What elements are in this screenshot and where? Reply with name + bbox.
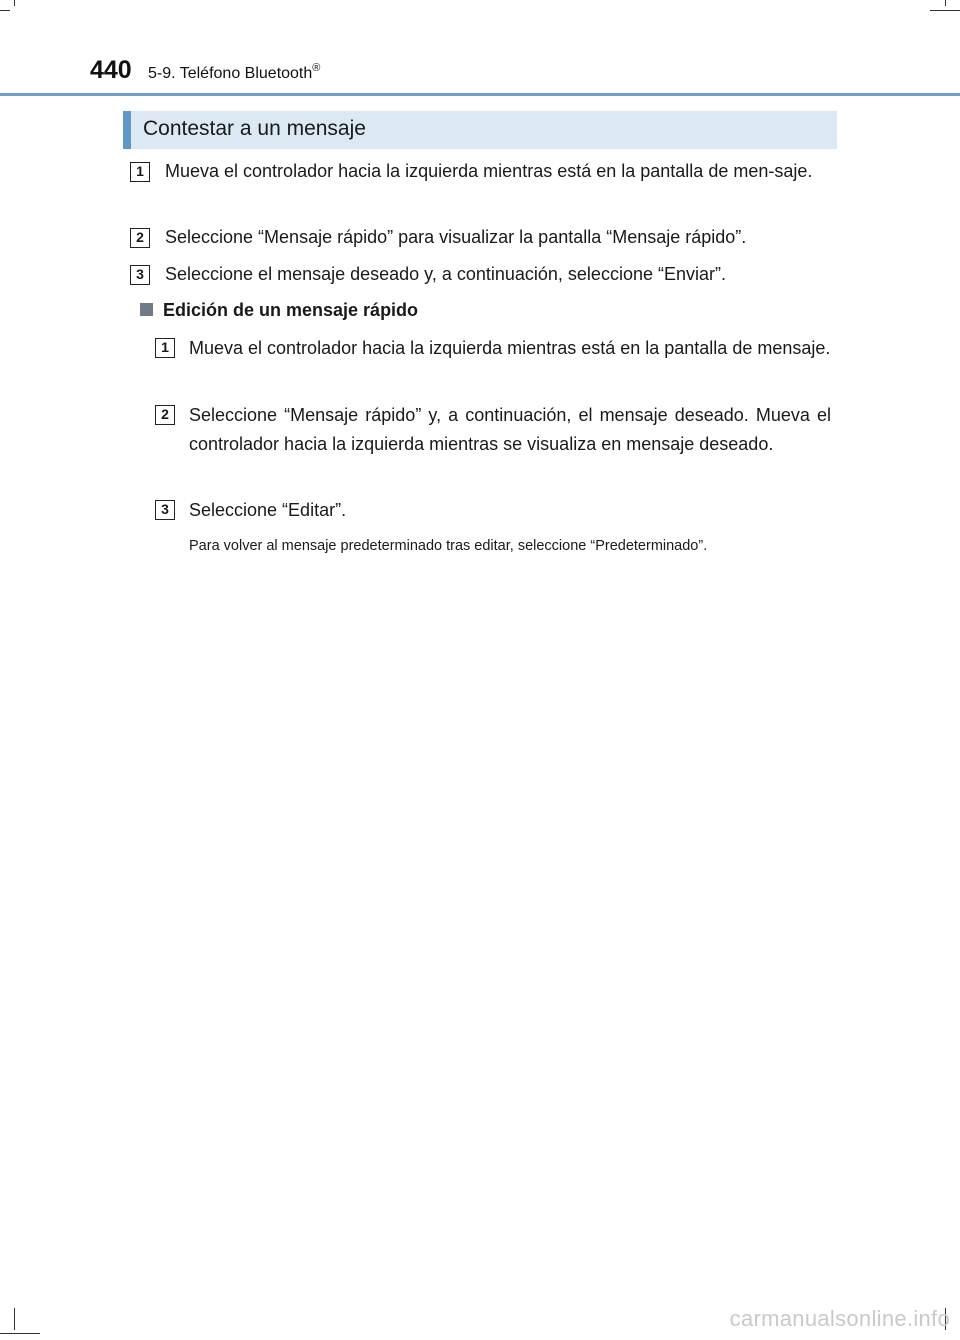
header-rule bbox=[0, 93, 960, 96]
step-text: Seleccione el mensaje deseado y, a continuación, seleccione “Enviar”. bbox=[165, 264, 726, 284]
subsection-title: Edición de un mensaje rápido bbox=[163, 300, 419, 320]
step-text: Seleccione “Mensaje rápido” para visualizar la pantalla “Mensaje rápido”. bbox=[165, 227, 747, 247]
step-text: Mueva el controlador hacia la izquierda mientras está en la pantalla de mensaje. bbox=[189, 338, 831, 358]
section-title: Contestar a un mensaje bbox=[143, 117, 366, 140]
crop-mark bbox=[945, 0, 946, 6]
step-text: Seleccione “Editar”. bbox=[189, 500, 347, 520]
step-text: Seleccione “Mensaje rápido” y, a continuación, el mensaje deseado. Mueva el controlador hacia la izquierda mientras se visualiza en mensaje deseado. bbox=[189, 405, 831, 454]
crop-mark bbox=[930, 10, 960, 11]
step-number: 3 bbox=[155, 500, 175, 520]
chapter-title-text: 5-9. Teléfono Bluetooth bbox=[148, 65, 313, 82]
step-number: 2 bbox=[155, 405, 175, 425]
registered-mark: ® bbox=[312, 62, 321, 74]
crop-mark bbox=[0, 10, 10, 11]
page-number: 440 bbox=[90, 56, 132, 84]
chapter-title bbox=[148, 62, 320, 83]
step-number: 3 bbox=[130, 265, 150, 285]
square-bullet-icon bbox=[140, 303, 153, 316]
note-text: Para volver al mensaje predeterminado tras editar, seleccione “Predeterminado”. bbox=[189, 538, 708, 554]
section-header bbox=[123, 111, 837, 149]
crop-mark bbox=[14, 0, 15, 6]
step-number: 1 bbox=[155, 338, 175, 358]
watermark: carmanualsonline.info bbox=[729, 1306, 950, 1331]
step-number: 2 bbox=[130, 228, 150, 248]
subsection-heading bbox=[140, 300, 418, 321]
step-number: 1 bbox=[130, 162, 150, 182]
page-header bbox=[90, 56, 910, 90]
crop-mark bbox=[14, 1308, 15, 1330]
step-text: Mueva el controlador hacia la izquierda mientras está en la pantalla de men-saje. bbox=[165, 161, 813, 181]
crop-mark bbox=[0, 1333, 40, 1334]
